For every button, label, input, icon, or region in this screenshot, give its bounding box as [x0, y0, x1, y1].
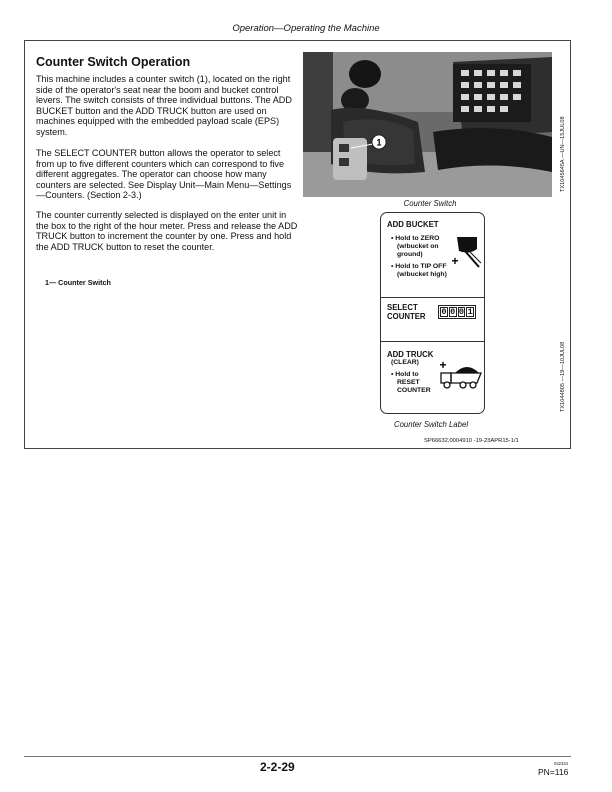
photo-caption: Counter Switch	[403, 199, 457, 208]
add-truck-sub: (CLEAR)	[391, 359, 419, 366]
running-header: Operation—Operating the Machine	[232, 23, 380, 34]
counter-switch-photo	[303, 52, 552, 197]
label-caption: Counter Switch Label	[393, 420, 469, 429]
paragraph-3: The counter currently selected is displayed on the enter unit in the box to the right of the hour meter. Press and release the ADD TRUCK button to increment the counter by one. Press and hold the ADD TRUCK button to reset the counter.	[36, 210, 298, 252]
footer-rule	[24, 756, 571, 757]
counter-display	[438, 305, 476, 319]
page-number: 2-2-29	[260, 760, 295, 774]
counter-digit: 0	[458, 307, 464, 317]
add-truck-title: ADD TRUCK	[387, 350, 434, 359]
footer-code: 042324	[554, 761, 568, 766]
photo-id: TX1045645A —UN—15JUL08	[560, 116, 566, 192]
part-number: PN=116	[538, 767, 569, 777]
add-bucket-item2: • Hold to TIP OFF (w/bucket high)	[391, 263, 447, 279]
add-truck-item: • Hold to RESET COUNTER	[391, 371, 431, 395]
counter-digit: 0	[450, 307, 456, 317]
reference-code: SP66632,0004910 -19-23APR15-1/1	[424, 438, 519, 444]
plus-icon: +	[451, 254, 459, 268]
plus-icon: +	[439, 359, 447, 372]
truck-icon	[439, 359, 483, 391]
counter-digit: 0	[441, 307, 447, 317]
figure-legend: 1— Counter Switch	[45, 278, 111, 287]
select-counter-title: SELECT COUNTER	[387, 303, 426, 321]
callout-1: 1	[376, 137, 382, 148]
add-bucket-item1: • Hold to ZERO (w/bucket on ground)	[391, 235, 440, 259]
divider-2	[381, 341, 484, 342]
section-title: Counter Switch Operation	[36, 55, 191, 69]
paragraph-1: This machine includes a counter switch (1), located on the right side of the operator's seat near the boom and bucket control levers. The switch consists of three individual buttons. The ADD BUCKET button and the ADD TRUCK button are used on machines equipped with the embedded payload scale (EPS) system.	[36, 74, 292, 137]
divider-1	[381, 297, 484, 298]
paragraph-2: The SELECT COUNTER button allows the operator to select from up to five different counters which can correspond to five different aggregates. The operator can choose how many counters are selected. See Display Unit—Main Menu—Settings—Counters. (Section 2-3.)	[36, 148, 292, 201]
label-id: TX1044805 —19—10JUL08	[560, 341, 566, 412]
counter-digit: 1	[467, 307, 473, 317]
bucket-icon	[449, 233, 483, 273]
add-bucket-title: ADD BUCKET	[387, 220, 439, 229]
counter-switch-label	[380, 212, 485, 414]
